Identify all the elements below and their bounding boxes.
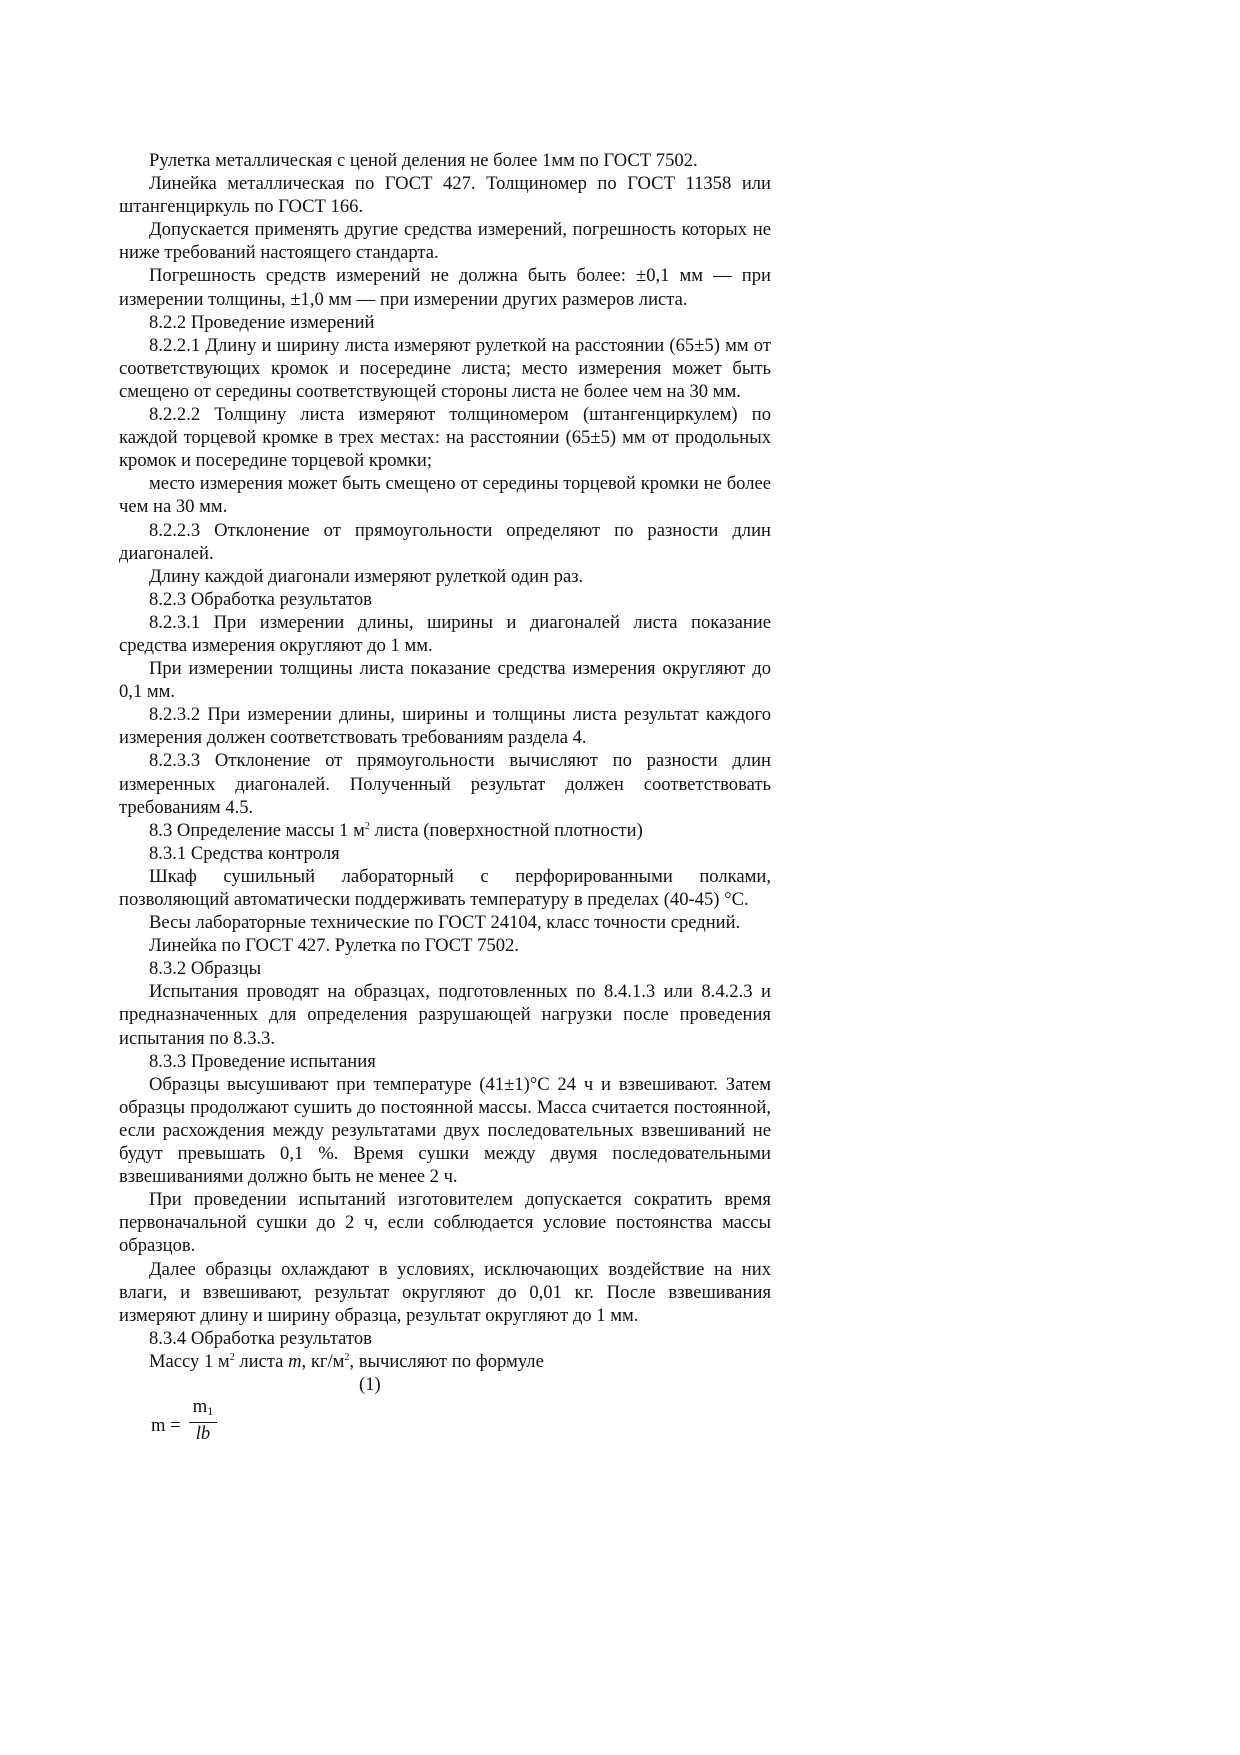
paragraph-q03: Весы лабораторные технические по ГОСТ 24104, класс точности средний. [149,912,741,934]
paragraph-q10: Далее образцы охлаждают в условиях, исключающих воздействие на них влаги, и взвешивают, результат округляют до 0,01 кг. После взвешивания измеряют длину и ширину образца, результат округляют до 1 мм. [119,1258,771,1326]
paragraph-p06: 8.2.2.1 Длину и ширину листа измеряют рулеткой на расстоянии (65±5) мм от соответствующих кромок и посередине листа; место измерения может быть смещено от середины соответствующей стороны листа не более чем на 30 мм. [119,334,771,402]
paragraph-q08: Образцы высушивают при температуре (41±1)°С 24 ч и взвешивают. Затем образцы продолжают сушить до постоянной массы. Масса считается постоянной, если расхождения между результатами двух последовательных взвешиваний не будут превышать 0,1 %. Время сушки между двумя последовательными взвешиваниями должно быть не менее 2 ч. [119,1073,771,1188]
formula-number: (1) [359,1373,381,1395]
formula-fraction [189,1396,217,1445]
paragraph-p09: 8.2.2.3 Отклонение от прямоугольности определяют по разности длин диагоналей. [119,519,771,564]
paragraph-p14: 8.2.3.2 При измерении длины, ширины и толщины листа результат каждого измерения должен соответствовать требованиям раздела 4. [119,704,771,749]
paragraph-p12: 8.2.3.1 При измерении длины, ширины и диагоналей листа показание средства измерения округляют до 1 мм. [119,611,771,656]
paragraph-q01: 8.3.1 Средства контроля [149,842,340,864]
paragraph-q09: При проведении испытаний изготовителем допускается сократить время первоначальной сушки до 2 ч, если соблюдается условие постоянства массы образцов. [119,1189,771,1257]
paragraph-q06: Испытания проводят на образцах, подготовленных по 8.4.1.3 или 8.4.2.3 и предназначенных для определения разрушающей нагрузки после проведения испытания по 8.3.3. [119,981,771,1049]
paragraph-p04: Погрешность средств измерений не должна быть более: ±0,1 мм — при измерении толщины, ±1,0 мм — при измерении других размеров листа. [119,265,771,310]
paragraph-p15: 8.2.3.3 Отклонение от прямоугольности вычисляют по разности длин измеренных диагоналей. Полученный результат должен соответствовать требованиям 4.5. [119,750,771,818]
paragraph-p07: 8.2.2.2 Толщину листа измеряют толщиномером (штангенциркулем) по каждой торцевой кромке в трех местах: на расстоянии (65±5) мм от продольных кромок и посередине торцевой кромки; [119,404,771,472]
paragraph-p01: Рулетка металлическая с ценой деления не более 1мм по ГОСТ 7502. [149,150,698,171]
document-page [119,149,771,1456]
paragraph-p13: При измерении толщины листа показание средства измерения округляют до 0,1 мм. [119,658,771,703]
paragraph-p02: Линейка металлическая по ГОСТ 427. Толщиномер по ГОСТ 11358 или штангенциркуль по ГОСТ 166. [119,173,771,218]
formula-numerator: $m_1$ [189,1396,217,1423]
heading-8-3: 8.3 Определение массы 1 $м^2$ листа (поверхностной плотности) [149,819,643,841]
paragraph-p08: место измерения может быть смещено от середины торцевой кромки не более чем на 30 мм. [119,473,771,518]
paragraph-q11: 8.3.4 Обработка результатов [149,1327,372,1349]
paragraph-q04: Линейка по ГОСТ 427. Рулетка по ГОСТ 7502. [149,935,520,957]
paragraph-p10: Длину каждой диагонали измеряют рулеткой один раз. [149,565,584,587]
paragraph-q07: 8.3.3 Проведение испытания [149,1050,376,1072]
paragraph-q05: 8.3.2 Образцы [149,958,262,980]
formula-lhs: m = [151,1414,181,1436]
formula-denominator: lb [195,1422,211,1444]
paragraph-p05: 8.2.2 Проведение измерений [149,311,375,333]
formula-intro: Массу 1 $м^2$ листа m, $кг/м^2$, вычисляют по формуле [149,1350,544,1372]
paragraph-p03: Допускается применять другие средства измерений, погрешность которых не ниже требований настоящего стандарта. [119,219,771,264]
paragraph-q02: Шкаф сушильный лабораторный с перфорированными полками, позволяющий автоматически поддерживать температуру в пределах (40-45) °С. [119,865,771,910]
formula-1 [151,1396,771,1456]
section-8-3-text [119,842,771,1350]
section-8-2-text [119,149,771,819]
paragraph-p11: 8.2.3 Обработка результатов [149,588,372,610]
